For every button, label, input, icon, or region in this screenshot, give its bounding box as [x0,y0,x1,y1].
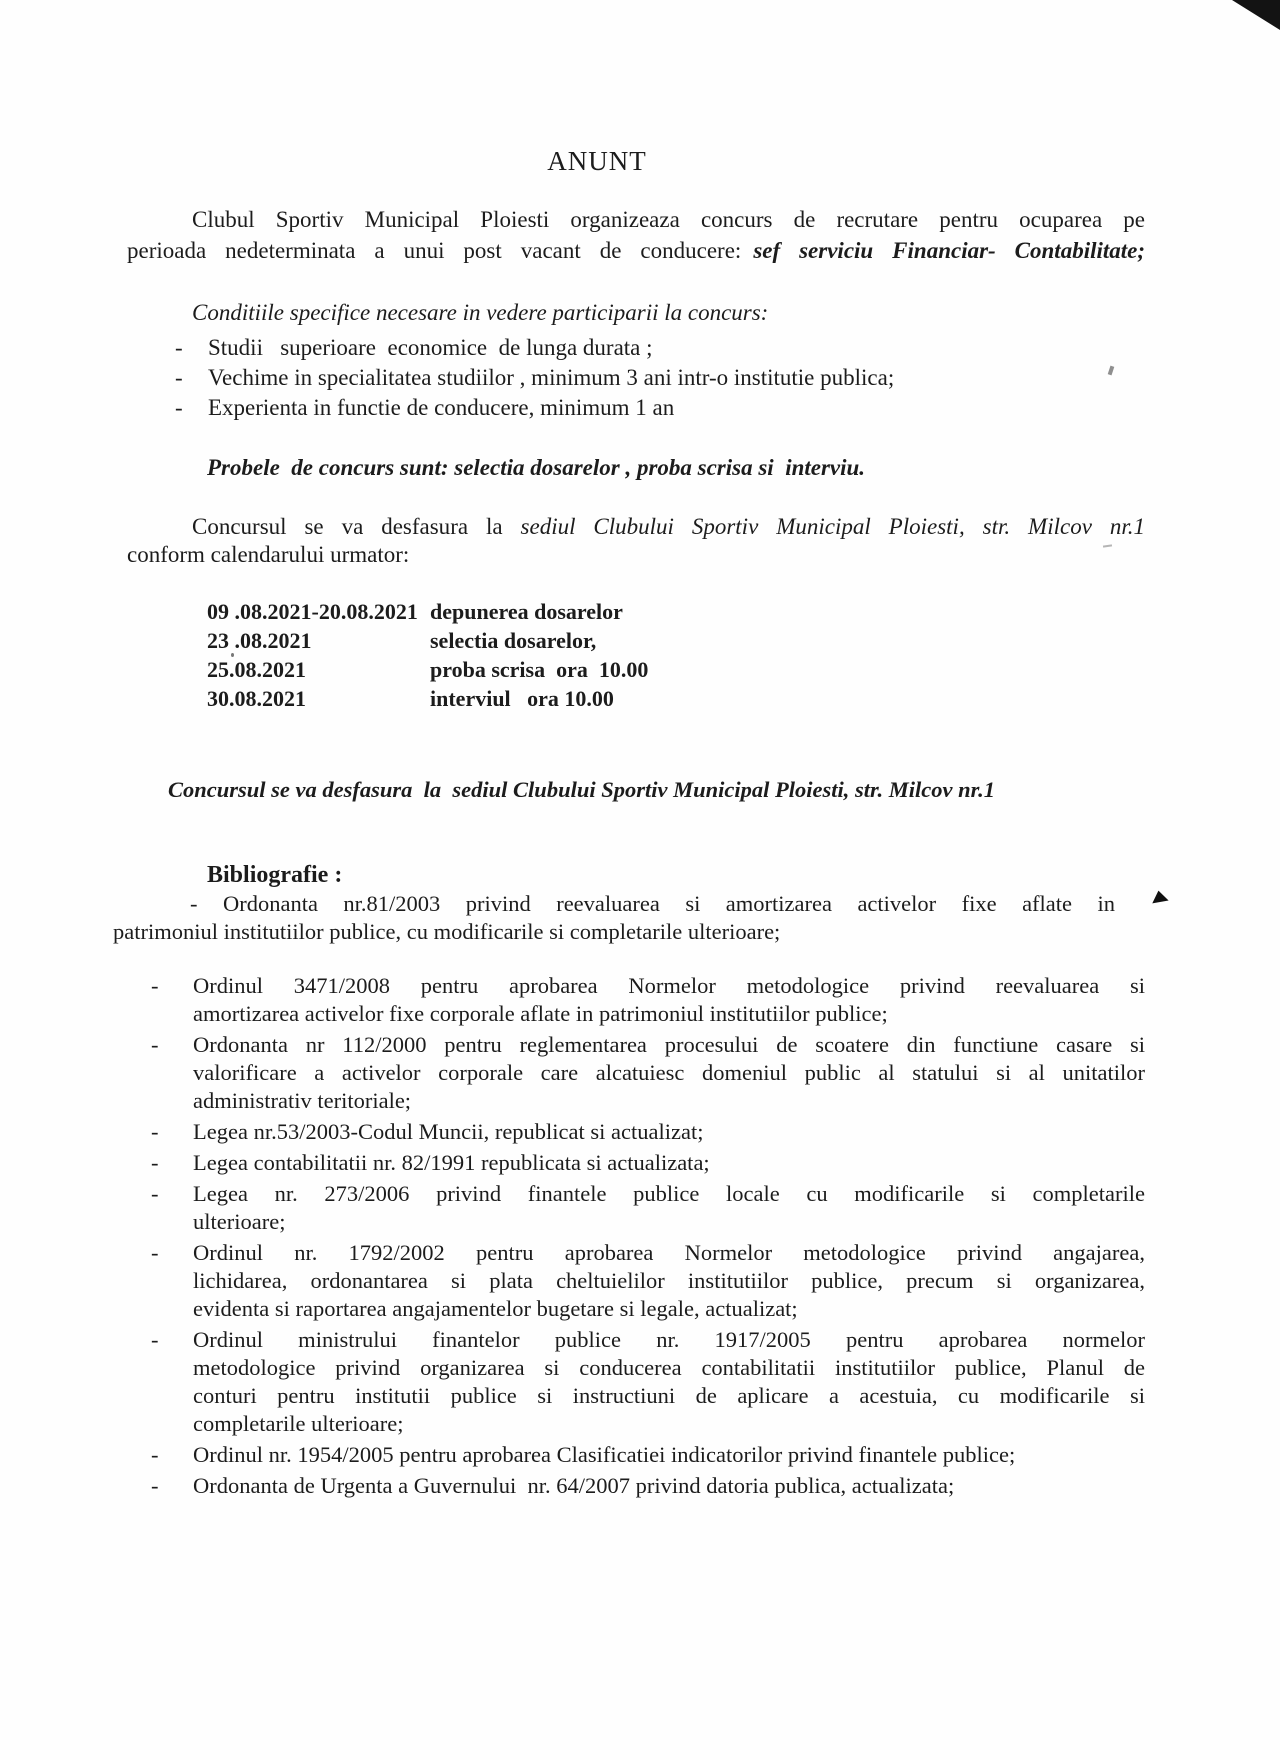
bibliography-line: Ordonanta nr 112/2000 pentru reglementarea procesului de scoatere din functiune casare si [193,1032,1145,1057]
calendar-date: 23 .08.2021 [207,628,312,653]
bibliography-item [113,972,1145,1028]
bibliography-line: completarile ulterioare; [193,1411,404,1436]
position-title-emphasis: sef serviciu Financiar- Contabilitate; [753,238,1146,263]
bibliography-line: administrativ teritoriale; [193,1088,412,1113]
schedule-location-italic: sediul Clubului Sportiv Municipal Ploiesti, str. Milcov nr.1 [520,514,1145,539]
condition-item [113,393,1145,423]
page-corner-fold [1232,0,1280,30]
calendar-row [207,597,1145,626]
calendar-event: interviul ora 10.00 [430,686,614,711]
condition-text: Studii superioare economice de lunga durata ; [208,335,653,360]
bibliography-line: Ordinul nr. 1954/2005 pentru aprobarea Clasificatiei indicatorilor privind finantele publice; [193,1442,1016,1467]
calendar-date: 09 .08.2021-20.08.2021 [207,599,418,624]
intro-line-2-text: perioada nedeterminata a unui post vacant de conducere: [127,238,742,263]
condition-text: Experienta in functie de conducere, minimum 1 an [208,395,675,420]
calendar-table [207,597,1145,713]
bibliography-item [113,1441,1145,1469]
bibliography-line: Legea nr. 273/2006 privind finantele publice locale cu modificarile si completarile [193,1181,1145,1206]
schedule-paragraph [113,513,1145,569]
bibliography-line: Ordinul nr. 1792/2002 pentru aprobarea Normelor metodologice privind angajarea, [193,1240,1145,1265]
page-title: ANUNT [547,146,647,176]
schedule-line-1-text: Concursul se va desfasura la [192,514,503,539]
bullet-dash: - [151,1150,159,1175]
bibliography-item [113,1239,1145,1323]
bullet-dash: - [151,973,159,998]
triangle-artifact-icon: ▲ [1149,884,1170,906]
bibliography-line: patrimoniul institutiilor publice, cu modificarile si completarile ulterioare; [113,919,781,944]
bibliography-line: valorificare a activelor corporale care alcatuiesc domeniul public al statului si al unitatilor [193,1060,1145,1085]
conditions-heading: Conditiile specifice necesare in vedere participarii la concurs: [192,300,769,325]
calendar-event: depunerea dosarelor [430,599,623,624]
bibliography-line: Ordinul 3471/2008 pentru aprobarea Normelor metodologice privind reevaluarea si [193,973,1145,998]
intro-line-2 [127,235,1145,266]
bullet-dash: - [151,1119,159,1144]
bibliography-line: amortizarea activelor fixe corporale aflate in patrimoniul institutiilor publice; [193,1001,888,1026]
calendar-date: 30.08.2021 [207,686,306,711]
conditions-list [113,333,1145,423]
bullet-dash: - [151,1442,159,1467]
condition-text: Vechime in specialitatea studiilor , minimum 3 ani intr-o institutie publica; [208,365,895,390]
condition-item [113,333,1145,363]
bibliography-line: Legea nr.53/2003-Codul Muncii, republicat si actualizat; [193,1119,704,1144]
bibliography-line: Ordonanta de Urgenta a Guvernului nr. 64/2007 privind datoria publica, actualizata; [193,1473,955,1498]
schedule-line-1 [113,513,1145,541]
bullet-dash: - [151,1240,159,1265]
bullet-dash: - [175,335,183,360]
bibliography-item [113,1149,1145,1177]
bibliography-line: - Ordonanta nr.81/2003 privind reevaluarea si amortizarea activelor fixe aflate in ▲ [113,890,1115,918]
calendar-event: proba scrisa ora 10.00 [430,657,649,682]
bibliography-item [113,1472,1145,1500]
bibliography-line: conturi pentru institutii publice si instructiuni de aplicare a acestuia, cu modificarile si [193,1383,1145,1408]
bullet-dash: - [151,1327,159,1352]
intro-line-1: Clubul Sportiv Municipal Ploiesti organizeaza concurs de recrutare pentru ocuparea pe [192,207,1145,232]
calendar-row [207,684,1145,713]
bibliography-item [113,1326,1145,1438]
bibliography-heading: Bibliografie : [207,862,343,888]
bullet-dash: - [151,1473,159,1498]
bibliography-item [113,1180,1145,1236]
calendar-row [207,655,1145,684]
schedule-line-2: conform calendarului urmator: [127,542,410,567]
intro-paragraph [113,204,1145,266]
document-content [113,146,1170,1503]
bibliography-line: metodologice privind organizarea si conducerea contabilitatii institutiilor publice, Planul de [193,1355,1145,1380]
bibliography-item [113,884,1170,946]
calendar-event: selectia dosarelor, [430,628,597,653]
bullet-dash: - [151,1032,159,1057]
location-line: Concursul se va desfasura la sediul Clubului Sportiv Municipal Ploiesti, str. Milcov nr.1 [168,777,996,802]
bullet-dash: - [175,365,183,390]
bibliography-item [113,1031,1145,1115]
bibliography-line: Ordinul ministrului finantelor publice nr. 1917/2005 pentru aprobarea normelor [193,1327,1145,1352]
calendar-row [207,626,1145,655]
exams-line: Probele de concurs sunt: selectia dosarelor , proba scrisa si interviu. [207,455,866,480]
bibliography-line: Legea contabilitatii nr. 82/1991 republicata si actualizata; [193,1150,710,1175]
bibliography-item [113,1118,1145,1146]
bibliography-line: evidenta si raportarea angajamentelor bugetare si legale, actualizat; [193,1296,798,1321]
bullet-dash: - [175,395,183,420]
bibliography-line: ulterioare; [193,1209,286,1234]
calendar-date: 25.08.2021 [207,657,306,682]
bibliography-line: lichidarea, ordonantarea si plata cheltuielilor institutiilor publice, precum si organizarea, [193,1268,1145,1293]
condition-item [113,363,1145,393]
bibliography-list [113,884,1170,1500]
bullet-dash: - [151,1181,159,1206]
